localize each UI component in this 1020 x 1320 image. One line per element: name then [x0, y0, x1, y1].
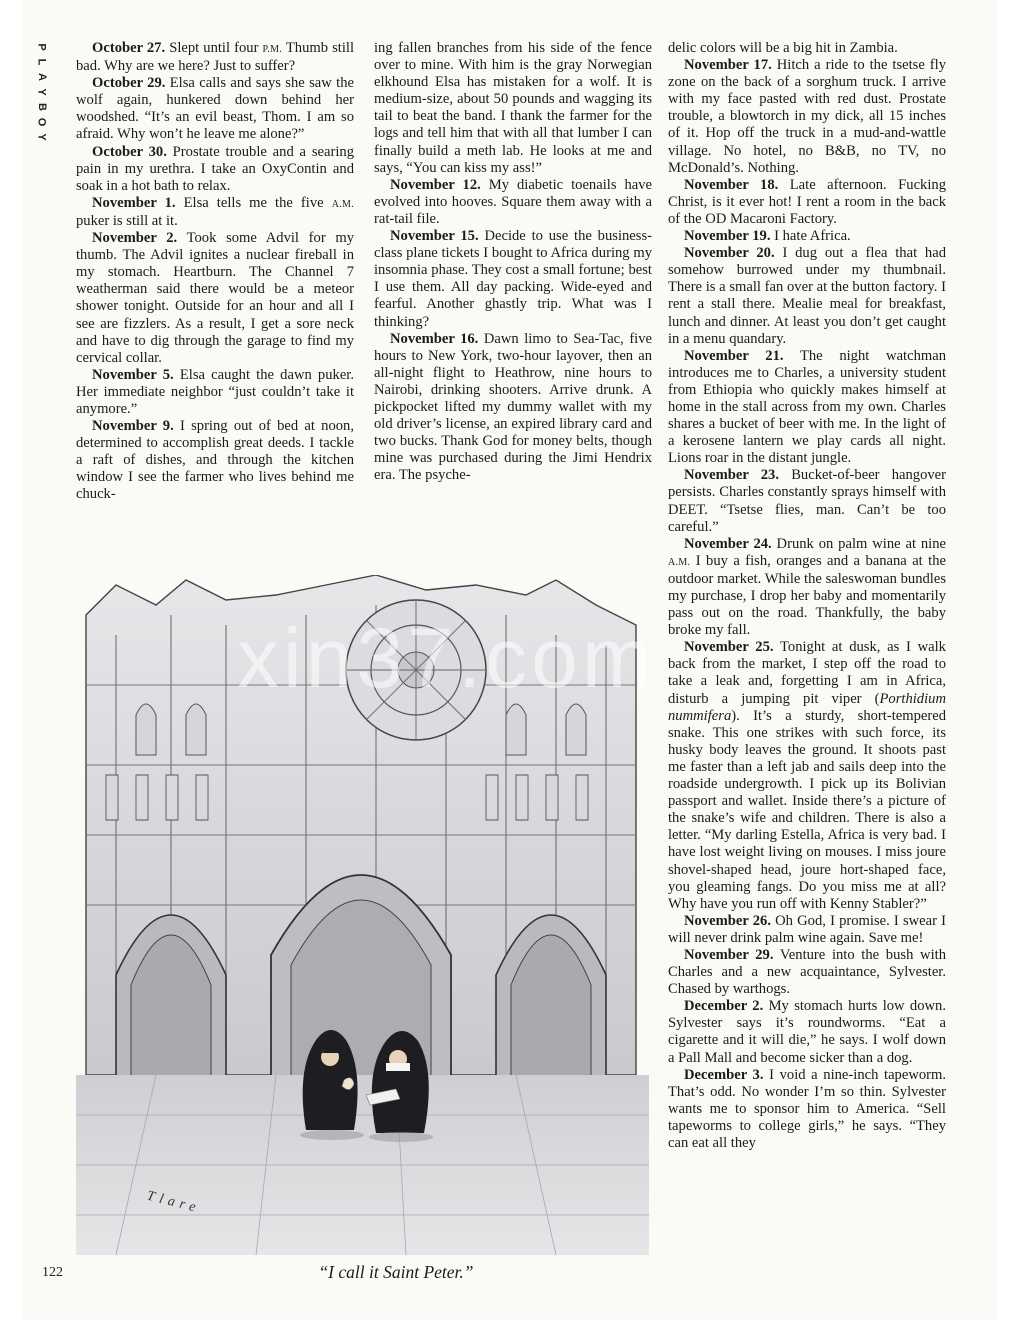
entry-text: ing fallen branches from his side of the fence over to mine. With him is the gray Norwegian elkhound Elsa has mistaken for a wolf. It is medium-size, about 50 pounds and wagging its tail to beat the band. I thank the farmer for the logs and tell him that with all that lumber I can finally build a meth lab. He looks at me and says, “You can kiss my ass!”: [374, 40, 652, 176]
entry-text: Slept until four: [165, 40, 263, 56]
entry-text: I hate Africa.: [770, 228, 851, 245]
diary-entry: [668, 228, 946, 245]
diary-entry: [76, 75, 354, 143]
entry-date: November 1.: [92, 194, 176, 211]
entry-text: Elsa calls and says she saw the wolf again, hunkered down behind her woodshed. “It’s an evil beast, Thom. I am so afraid. Why won’t he leave me alone?”: [76, 75, 355, 143]
entry-date: November 5.: [92, 366, 174, 383]
diary-entry: [668, 536, 946, 640]
entry-small-caps: A.M.: [668, 556, 691, 568]
entry-date: November 15.: [390, 228, 479, 245]
entry-text: I void a nine-inch tapeworm. That’s odd. No wonder I’m so thin. Sylvester wants me to sponsor him to America. “Sell tapeworms to college girls,” he says. “They can eat all they: [668, 1066, 947, 1151]
entry-date: October 30.: [92, 143, 167, 160]
diary-entry: [374, 331, 652, 485]
cartoon-illustration: [76, 575, 649, 1255]
diary-entry: [668, 467, 946, 535]
entry-text: My diabetic toenails have evolved into hooves. Square them away with a rat-tail file.: [374, 176, 653, 227]
diary-entry: [668, 947, 946, 998]
entry-text: Dawn limo to Sea-Tac, five hours to New York, two-hour layover, then an all-night flight to Heathrow, nine hours to Nairobi, drinking shooters. Arrive drunk. A pickpocket lifted my dummy wallet with my old driver’s license, an expired library card and two bucks. Thank God for money belts, though mine was purchased during the Jimi Hendrix era. The psyche-: [374, 330, 653, 484]
entry-text: delic colors will be a big hit in Zambia.: [668, 40, 898, 56]
diary-entry: [668, 245, 946, 348]
entry-text: Tonight at dusk, as I walk back from the market, I step off the road to take a leak and, forgetting I am in Africa, disturb a jumping pit viper (: [668, 639, 946, 707]
entry-date: November 24.: [684, 535, 772, 552]
entry-date: November 29.: [684, 946, 774, 963]
page-number: 122: [42, 1265, 63, 1280]
entry-date: November 23.: [684, 467, 780, 484]
masthead-letter: Y: [35, 88, 48, 97]
magazine-page: [22, 0, 997, 1320]
entry-date: October 27.: [92, 40, 166, 56]
entry-text: ). It’s a sturdy, short-tempered snake. This one strikes with such force, its husky body leaves the ground. It shoots past me faster than a left jab and sails deep into the roadside undergrowth. I pick up its Bolivian passport and wallet. Inside there’s a picture of the snake’s wife and children. There is also a letter. “My darling Estella, Africa is very bad. I have lost weight living on mouses. I miss joure shovel-shaped head, joure hort-shaped face, you gleaming fangs. Do you miss me at all? Why have you run off with Kenny Stabler?”: [668, 707, 946, 912]
masthead-letter: B: [35, 103, 48, 112]
diary-entry: [76, 230, 354, 367]
entry-date: November 19.: [684, 228, 771, 245]
diary-entry: [668, 348, 946, 468]
watermark-text: xin37.com: [237, 611, 656, 705]
entry-text: Decide to use the business-class plane tickets I bought to Africa during my insomnia phase. They cost a small fortune; best I use them. All day packing. Wide-eyed and fearful. Another ghastly trip. What was I thinking?: [374, 228, 652, 330]
diary-entry: [668, 57, 946, 177]
entry-date: November 12.: [390, 176, 481, 193]
masthead-letter: Y: [35, 133, 48, 142]
text-column-3: [668, 40, 946, 1152]
entry-date: November 21.: [684, 347, 784, 364]
entry-text: Elsa tells me the five: [175, 194, 332, 211]
entry-text: The night watchman introduces me to Charles, a university student from Ethiopia who quickly makes himself at home in the stall across from my own. Charles shares a bucket of beer with me. In the light of a kerosene lantern we play cards all night. Lions roar in the distant jungle.: [668, 347, 946, 467]
entry-text: puker is still at it.: [76, 212, 178, 229]
entry-date: November 9.: [92, 418, 174, 435]
text-column-1: [76, 40, 354, 504]
entry-date: October 29.: [92, 75, 166, 92]
entry-text: Drunk on palm wine at nine: [771, 535, 946, 552]
entry-text: Late afternoon. Fucking Christ, is it ever hot! I rent a room in the back of the OD Macaroni Factory.: [668, 176, 946, 227]
diary-entry: [668, 177, 946, 228]
cartoon-caption: “I call it Saint Peter.”: [318, 1262, 474, 1282]
entry-text: I buy a fish, oranges and a banana at the outdoor market. While the saleswoman bundles my purchase, I drop her baby and momentarily pass out on the road. Thankfully, the baby broke my fall.: [668, 552, 946, 639]
diary-entry: [76, 40, 354, 75]
entry-date: November 16.: [390, 330, 479, 347]
diary-entry: [668, 913, 946, 947]
entry-text: Hitch a ride to the tsetse fly zone on the back of a sorghum truck. I arrive with my face pasted with red dust. Prostate trouble, a blowtorch in my dick, all 15 inches of it. Hop off the truck in a mud-and-wattle village. No hotel, no B&B, no TV, no McDonald’s. Nothing.: [668, 57, 946, 176]
entry-text: I dug out a flea that had somehow burrowed under my thumbnail. There is a small fan over at the button factory. I rent a stall there. Mealie meal for breakfast, lunch and dinner. At least you don’t get caught in a menu quandary.: [668, 245, 947, 347]
diary-entry: [374, 177, 652, 228]
diary-entry: [76, 144, 354, 195]
entry-text: Thumb still bad. Why are we here? Just to suffer?: [76, 40, 355, 75]
entry-small-caps: A.M.: [331, 198, 355, 210]
diary-entry: [76, 195, 354, 230]
entry-text: Prostate trouble and a searing pain in my urethra. I take an OxyContin and soak in a hot bath to relax.: [76, 143, 354, 194]
diary-entry: [374, 40, 652, 177]
entry-small-caps: P.M.: [262, 44, 283, 55]
diary-entry: [668, 998, 946, 1066]
cathedral-nuns-drawing: [76, 575, 649, 1255]
entry-text: Oh God, I promise. I swear I will never drink palm wine again. Save me!: [668, 912, 947, 946]
entry-date: November 2.: [92, 230, 178, 247]
masthead-vertical: [30, 40, 52, 145]
entry-text: My stomach hurts low down. Sylvester says it’s roundworms. “Eat a cigarette and it will die,” he says. I wolf down a Pall Mall and become sicker than a dog.: [668, 998, 947, 1066]
entry-text: Bucket-of-beer hangover persists. Charles constantly sprays himself with DEET. “Tsetse flies, man. Can’t be too careful.”: [668, 467, 947, 535]
masthead-letter: O: [35, 117, 48, 128]
masthead-letter: A: [35, 73, 48, 82]
entry-date: November 20.: [684, 245, 775, 262]
entry-text: Venture into the bush with Charles and a new acquaintance, Sylvester. Chased by warthogs.: [668, 946, 946, 998]
diary-entry: [76, 367, 354, 418]
entry-date: November 25.: [684, 639, 774, 656]
entry-date: November 17.: [684, 57, 772, 74]
entry-text: I spring out of bed at noon, determined to accomplish great deeds. I tackle a raft of dishes, and through the kitchen window I see the farmer who lives behind me chuck-: [76, 418, 354, 503]
diary-entry: [374, 228, 652, 331]
entry-text: Elsa caught the dawn puker. Her immediate neighbor “just couldn’t take it anymore.”: [76, 366, 355, 417]
masthead-letter: P: [35, 43, 48, 52]
entry-italic: Porthidium nummifera: [668, 690, 946, 724]
entry-date: December 2.: [684, 998, 764, 1015]
entry-text: Took some Advil for my thumb. The Advil ignites a nuclear fireball in my stomach. Heartburn. The Channel 7 weatherman said there would be a meteor shower tonight. Outside for an hour and all I see are fizzlers. As a result, I get a sore neck and have to dig through the garage to find my cervical collar.: [76, 230, 355, 366]
diary-entry: [668, 40, 946, 57]
diary-entry: [668, 1067, 946, 1152]
masthead-letter: L: [35, 58, 48, 67]
entry-date: November 18.: [684, 176, 779, 193]
diary-entry: [668, 639, 946, 913]
cartoonist-signature: Tlare: [145, 1188, 202, 1217]
entry-date: December 3.: [684, 1066, 764, 1083]
entry-date: November 26.: [684, 912, 771, 929]
diary-entry: [76, 418, 354, 503]
text-column-2: [374, 40, 652, 484]
